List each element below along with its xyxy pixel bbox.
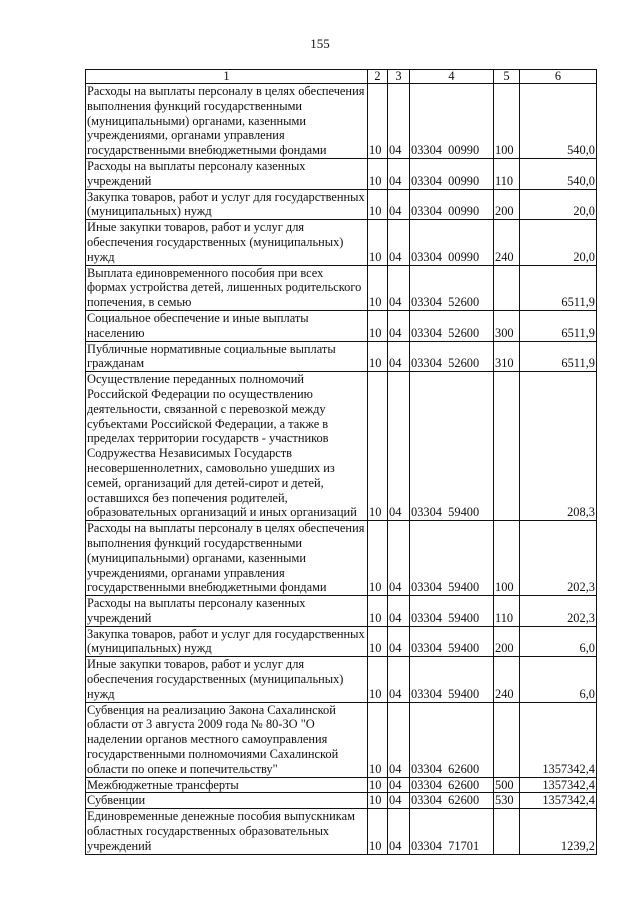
row-name: Осуществление переданных полномочий Российской Федерации по осуществлению деятельности, связанной с перевозкой между субъектами Российской Федерации, а также в пределах территории государств - участников Содружества Независимых Государств несовершеннолетних, самовольно ушедших из семей, организаций для детей-сирот и детей, оставшихся без попечения родителей, образовательных организаций и иных организаций bbox=[86, 372, 368, 521]
row-rz: 10 bbox=[368, 310, 388, 341]
row-sum: 1239,2 bbox=[520, 809, 597, 854]
table-row bbox=[86, 809, 597, 854]
row-sum: 6,0 bbox=[520, 626, 597, 657]
header-col-1: 1 bbox=[86, 70, 368, 84]
table-row bbox=[86, 372, 597, 521]
row-csr: 03304 62600 bbox=[410, 793, 494, 809]
table-row bbox=[86, 596, 597, 627]
row-sum: 1357342,4 bbox=[520, 793, 597, 809]
row-pr: 04 bbox=[388, 596, 410, 627]
table-row bbox=[86, 521, 597, 596]
row-vr bbox=[494, 265, 520, 310]
table-row bbox=[86, 310, 597, 341]
table-row bbox=[86, 341, 597, 372]
row-pr: 04 bbox=[388, 657, 410, 702]
row-vr: 240 bbox=[494, 220, 520, 265]
row-vr: 100 bbox=[494, 521, 520, 596]
header-col-6: 6 bbox=[520, 70, 597, 84]
row-pr: 04 bbox=[388, 189, 410, 220]
row-csr: 03304 52600 bbox=[410, 265, 494, 310]
row-vr: 310 bbox=[494, 341, 520, 372]
row-sum: 6511,9 bbox=[520, 341, 597, 372]
row-csr: 03304 52600 bbox=[410, 341, 494, 372]
row-sum: 202,3 bbox=[520, 596, 597, 627]
row-pr: 04 bbox=[388, 220, 410, 265]
row-vr bbox=[494, 702, 520, 777]
table-row bbox=[86, 793, 597, 809]
row-pr: 04 bbox=[388, 793, 410, 809]
row-csr: 03304 59400 bbox=[410, 596, 494, 627]
row-rz: 10 bbox=[368, 158, 388, 189]
header-col-5: 5 bbox=[494, 70, 520, 84]
row-name: Межбюджетные трансферты bbox=[86, 777, 368, 793]
row-vr: 200 bbox=[494, 626, 520, 657]
row-pr: 04 bbox=[388, 158, 410, 189]
row-name: Расходы на выплаты персоналу в целях обеспечения выполнения функций государственными (муниципальными) органами, казенными учреждениями, органами управления государственными внебюджетными фондами bbox=[86, 84, 368, 159]
table-row bbox=[86, 265, 597, 310]
row-vr: 200 bbox=[494, 189, 520, 220]
row-rz: 10 bbox=[368, 793, 388, 809]
row-rz: 10 bbox=[368, 189, 388, 220]
row-sum: 20,0 bbox=[520, 220, 597, 265]
row-name: Единовременные денежные пособия выпускникам областных государственных образовательных учреждений bbox=[86, 809, 368, 854]
row-name: Иные закупки товаров, работ и услуг для обеспечения государственных (муниципальных) нужд bbox=[86, 220, 368, 265]
row-rz: 10 bbox=[368, 596, 388, 627]
row-csr: 03304 00990 bbox=[410, 84, 494, 159]
row-pr: 04 bbox=[388, 809, 410, 854]
row-name: Публичные нормативные социальные выплаты гражданам bbox=[86, 341, 368, 372]
row-rz: 10 bbox=[368, 626, 388, 657]
row-csr: 03304 59400 bbox=[410, 521, 494, 596]
row-name: Субвенции bbox=[86, 793, 368, 809]
row-vr bbox=[494, 372, 520, 521]
header-col-4: 4 bbox=[410, 70, 494, 84]
row-name: Социальное обеспечение и иные выплаты населению bbox=[86, 310, 368, 341]
row-name: Закупка товаров, работ и услуг для государственных (муниципальных) нужд bbox=[86, 189, 368, 220]
row-csr: 03304 59400 bbox=[410, 626, 494, 657]
row-csr: 03304 00990 bbox=[410, 158, 494, 189]
row-sum: 540,0 bbox=[520, 84, 597, 159]
row-rz: 10 bbox=[368, 702, 388, 777]
row-sum: 6511,9 bbox=[520, 265, 597, 310]
row-vr: 300 bbox=[494, 310, 520, 341]
row-csr: 03304 59400 bbox=[410, 372, 494, 521]
row-name: Иные закупки товаров, работ и услуг для обеспечения государственных (муниципальных) нужд bbox=[86, 657, 368, 702]
row-name: Расходы на выплаты персоналу казенных учреждений bbox=[86, 158, 368, 189]
row-rz: 10 bbox=[368, 84, 388, 159]
row-pr: 04 bbox=[388, 341, 410, 372]
row-pr: 04 bbox=[388, 626, 410, 657]
row-vr: 110 bbox=[494, 158, 520, 189]
row-name: Выплата единовременного пособия при всех формах устройства детей, лишенных родительского попечения, в семью bbox=[86, 265, 368, 310]
table-row bbox=[86, 657, 597, 702]
row-name: Закупка товаров, работ и услуг для государственных (муниципальных) нужд bbox=[86, 626, 368, 657]
row-rz: 10 bbox=[368, 372, 388, 521]
table-row bbox=[86, 220, 597, 265]
row-csr: 03304 52600 bbox=[410, 310, 494, 341]
row-sum: 208,3 bbox=[520, 372, 597, 521]
table-row bbox=[86, 702, 597, 777]
row-vr: 100 bbox=[494, 84, 520, 159]
row-pr: 04 bbox=[388, 521, 410, 596]
table-row bbox=[86, 189, 597, 220]
row-pr: 04 bbox=[388, 310, 410, 341]
row-rz: 10 bbox=[368, 341, 388, 372]
page-number: 155 bbox=[310, 36, 330, 51]
row-pr: 04 bbox=[388, 777, 410, 793]
header-row bbox=[86, 70, 597, 84]
row-csr: 03304 00990 bbox=[410, 220, 494, 265]
row-vr bbox=[494, 809, 520, 854]
row-vr: 500 bbox=[494, 777, 520, 793]
row-sum: 20,0 bbox=[520, 189, 597, 220]
row-sum: 6,0 bbox=[520, 657, 597, 702]
table-row bbox=[86, 626, 597, 657]
row-rz: 10 bbox=[368, 809, 388, 854]
row-rz: 10 bbox=[368, 220, 388, 265]
row-rz: 10 bbox=[368, 777, 388, 793]
budget-table bbox=[85, 69, 597, 855]
row-pr: 04 bbox=[388, 702, 410, 777]
row-name: Субвенция на реализацию Закона Сахалинской области от 3 августа 2009 года № 80-ЗО "О наделении органов местного самоуправления государственными полномочиями Сахалинской области по опеке и попечительству" bbox=[86, 702, 368, 777]
table-row bbox=[86, 158, 597, 189]
header-col-3: 3 bbox=[388, 70, 410, 84]
row-csr: 03304 59400 bbox=[410, 657, 494, 702]
table-row bbox=[86, 84, 597, 159]
row-pr: 04 bbox=[388, 372, 410, 521]
row-sum: 6511,9 bbox=[520, 310, 597, 341]
row-vr: 530 bbox=[494, 793, 520, 809]
row-rz: 10 bbox=[368, 521, 388, 596]
row-sum: 202,3 bbox=[520, 521, 597, 596]
row-pr: 04 bbox=[388, 84, 410, 159]
row-name: Расходы на выплаты персоналу казенных учреждений bbox=[86, 596, 368, 627]
row-rz: 10 bbox=[368, 657, 388, 702]
row-csr: 03304 62600 bbox=[410, 777, 494, 793]
row-pr: 04 bbox=[388, 265, 410, 310]
row-sum: 1357342,4 bbox=[520, 777, 597, 793]
row-name: Расходы на выплаты персоналу в целях обеспечения выполнения функций государственными (муниципальными) органами, казенными учреждениями, органами управления государственными внебюджетными фондами bbox=[86, 521, 368, 596]
row-rz: 10 bbox=[368, 265, 388, 310]
table-row bbox=[86, 777, 597, 793]
row-vr: 240 bbox=[494, 657, 520, 702]
row-csr: 03304 00990 bbox=[410, 189, 494, 220]
row-csr: 03304 62600 bbox=[410, 702, 494, 777]
row-sum: 1357342,4 bbox=[520, 702, 597, 777]
row-sum: 540,0 bbox=[520, 158, 597, 189]
row-vr: 110 bbox=[494, 596, 520, 627]
header-col-2: 2 bbox=[368, 70, 388, 84]
row-csr: 03304 71701 bbox=[410, 809, 494, 854]
